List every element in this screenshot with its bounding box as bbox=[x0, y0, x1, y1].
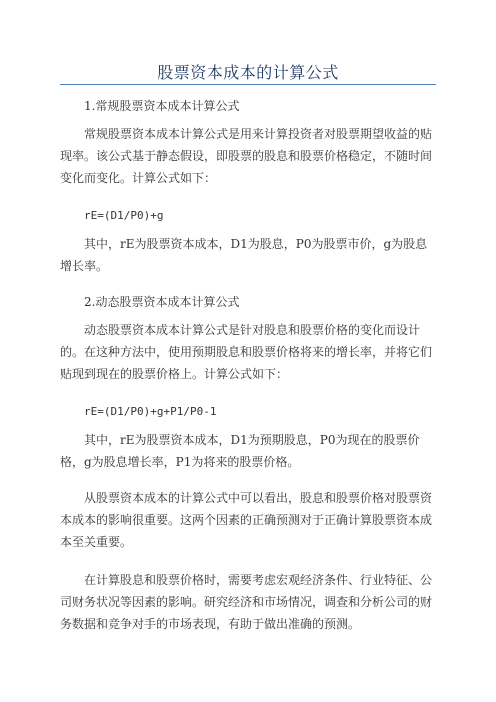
section-2-heading: 2.动态股票资本成本计算公式 bbox=[84, 295, 240, 309]
document-title: 股票资本成本的计算公式 bbox=[157, 63, 339, 82]
closing-paragraph-2: 在计算股息和股票价格时，需要考虑宏观经济条件、行业特征、公司财务状况等因素的影响。研究经济和市场情况，调查和分析公司的财务数据和竞争对手的市场表现，有助于做出准确的预测。 bbox=[60, 573, 433, 631]
section-2-formula: rE=(D1/P0)+g+P1/P0-1 bbox=[84, 405, 217, 418]
section-1-formula: rE=(D1/P0)+g bbox=[84, 209, 164, 222]
closing-paragraph-1: 从股票资本成本的计算公式中可以看出，股息和股票价格对股票资本成本的影响很重要。这两个因素的正确预测对于正确计算股票资本成本至关重要。 bbox=[60, 491, 433, 549]
section-1-heading: 1.常规股票资本成本计算公式 bbox=[84, 99, 240, 113]
section-1-intro: 常规股票资本成本计算公式是用来计算投资者对股票期望收益的贴现率。该公式基于静态假设，即股票的股息和股票价格稳定，不随时间变化而变化。计算公式如下： bbox=[60, 127, 433, 185]
section-2-intro: 动态股票资本成本计算公式是针对股息和股票价格的变化而设计的。在这种方法中，使用预期股息和股票价格将来的增长率，并将它们贴现到现在的股票价格上。计算公式如下： bbox=[60, 323, 433, 381]
title-underline bbox=[60, 84, 436, 85]
section-1-explanation: 其中，rE为股票资本成本，D1为股息，P0为股票市价，g为股息增长率。 bbox=[60, 237, 428, 273]
section-2-explanation: 其中，rE为股票资本成本，D1为预期股息，P0为现在的股票价格，g为股息增长率，P1为将来的股票价格。 bbox=[60, 433, 420, 469]
